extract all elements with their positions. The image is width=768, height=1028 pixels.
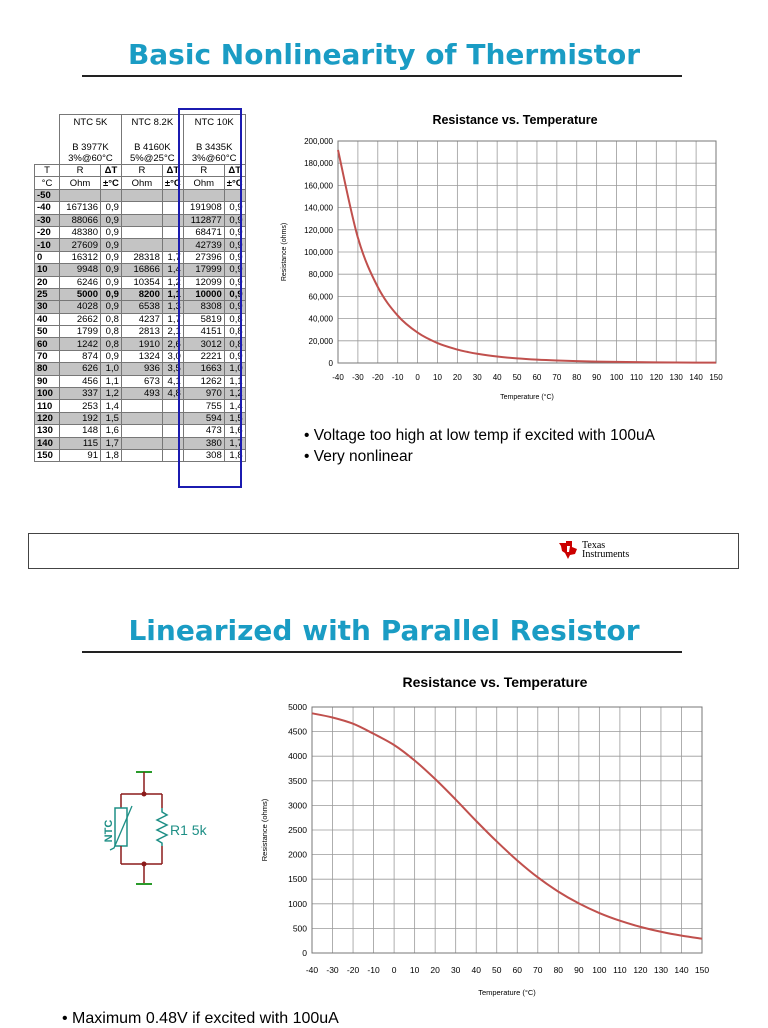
table-cell: 0,9	[101, 288, 122, 300]
ntc-label: NTC	[103, 819, 115, 843]
table-cell: 755	[183, 400, 224, 412]
table-cell: 6246	[60, 276, 101, 288]
group-tolerance: 3%@60°C	[191, 153, 237, 164]
slide1-bullets	[304, 425, 655, 467]
group-b-value: B 3435K	[195, 142, 233, 153]
table-cell: 0,9	[101, 301, 122, 313]
table-cell	[121, 239, 162, 251]
table-row	[35, 412, 246, 424]
table-cell: 1,4	[162, 264, 183, 276]
table-cell: 594	[183, 412, 224, 424]
y-axis-label: Resistance (ohms)	[281, 222, 288, 282]
table-cell: 0,8	[224, 313, 245, 325]
table-cell	[162, 239, 183, 251]
table-cell: 0,8	[224, 338, 245, 350]
ti-line1: Texas	[582, 540, 606, 551]
cell-temp: 80	[35, 363, 60, 375]
table-cell: 0,9	[101, 214, 122, 226]
table-cell: 48380	[60, 226, 101, 238]
table-row	[35, 363, 246, 375]
table-cell: 27609	[60, 239, 101, 251]
table-row	[35, 264, 246, 276]
table-cell	[162, 189, 183, 201]
group-tolerance: 3%@60°C	[68, 153, 113, 164]
table-cell	[162, 437, 183, 449]
table-cell: 192	[60, 412, 101, 424]
ti-line2: Instruments	[582, 549, 630, 560]
table-cell: 626	[60, 363, 101, 375]
table-cell: 0,9	[224, 276, 245, 288]
x-tick-label: 110	[613, 965, 627, 975]
table-row	[35, 350, 246, 362]
cell-temp: 140	[35, 437, 60, 449]
thermistor-table-wrap	[34, 114, 246, 462]
cell-temp: -40	[35, 202, 60, 214]
x-tick-label: 90	[592, 373, 602, 382]
col-r-unit: Ohm	[183, 177, 224, 189]
x-tick-label: 40	[492, 373, 502, 382]
table-cell: 4,8	[162, 388, 183, 400]
series-line	[312, 713, 702, 938]
table-row	[35, 313, 246, 325]
table-cell: 3,5	[162, 363, 183, 375]
table-cell: 0,9	[224, 239, 245, 251]
x-tick-label: -10	[367, 965, 380, 975]
table-cell	[183, 189, 224, 201]
x-tick-label: 110	[630, 373, 643, 382]
cell-temp: 50	[35, 326, 60, 338]
y-tick-label: 3500	[288, 775, 307, 786]
x-axis-label: Temperature (°C)	[500, 394, 554, 401]
table-row	[35, 375, 246, 387]
table-cell: 1324	[121, 350, 162, 362]
x-tick-label: 130	[669, 373, 683, 382]
table-cell	[224, 189, 245, 201]
footer-banner	[28, 533, 739, 569]
x-tick-label: -20	[346, 965, 360, 975]
table-cell: 2221	[183, 350, 224, 362]
x-tick-label: 50	[512, 373, 522, 382]
table-cell	[162, 214, 183, 226]
table-cell: 17999	[183, 264, 224, 276]
x-tick-label: -30	[326, 965, 339, 975]
table-cell: 1,8	[101, 449, 122, 461]
table-row	[35, 425, 246, 437]
y-tick-label: 0	[328, 359, 333, 368]
table-row	[35, 214, 246, 226]
x-tick-label: 80	[572, 373, 582, 382]
slide1-title: Basic Nonlinearity of Thermistor	[127, 38, 641, 71]
table-cell	[121, 214, 162, 226]
table-cell: 16866	[121, 264, 162, 276]
chart-resistance-vs-temp-2	[256, 668, 726, 1004]
table-cell: 4237	[121, 313, 162, 325]
col-t: T	[35, 165, 60, 177]
cell-temp: 40	[35, 313, 60, 325]
table-cell: 91	[60, 449, 101, 461]
cell-temp: 100	[35, 388, 60, 400]
table-cell: 1,5	[224, 412, 245, 424]
table-cell: 1,4	[101, 400, 122, 412]
table-cell: 4028	[60, 301, 101, 313]
x-tick-label: 140	[674, 965, 689, 975]
table-cell: 1,7	[101, 437, 122, 449]
table-cell: 8308	[183, 301, 224, 313]
table-cell: 0,9	[224, 288, 245, 300]
table-cell: 27396	[183, 251, 224, 263]
table-cell: 5000	[60, 288, 101, 300]
table-cell: 1,2	[162, 276, 183, 288]
table-cell: 1,7	[162, 313, 183, 325]
table-cell: 456	[60, 375, 101, 387]
x-tick-label: -20	[372, 373, 384, 382]
x-tick-label: 60	[512, 965, 522, 975]
table-cell	[121, 400, 162, 412]
table-cell: 9948	[60, 264, 101, 276]
table-cell: 1,8	[224, 449, 245, 461]
bullet-nonlinear: • Very nonlinear	[304, 448, 413, 465]
y-tick-label: 4500	[288, 726, 307, 737]
table-cell: 1,3	[162, 301, 183, 313]
table-cell: 1,4	[224, 400, 245, 412]
table-row	[35, 276, 246, 288]
table-cell: 3012	[183, 338, 224, 350]
cell-temp: 60	[35, 338, 60, 350]
y-tick-label: 20,000	[308, 336, 333, 346]
col-dt: ΔT	[162, 165, 183, 177]
x-tick-label: 30	[472, 373, 482, 382]
y-tick-label: 180,000	[304, 159, 333, 169]
cell-temp: 25	[35, 288, 60, 300]
group-name: NTC 8.2K	[131, 117, 174, 128]
y-axis-label: Resistance (ohms)	[260, 798, 269, 862]
table-col-header-row	[35, 165, 246, 177]
table-cell: 380	[183, 437, 224, 449]
group-name: NTC 5K	[73, 117, 108, 128]
group-tolerance: 5%@25°C	[130, 153, 175, 164]
table-cell: 1799	[60, 326, 101, 338]
col-r-unit: Ohm	[121, 177, 162, 189]
table-cell: 115	[60, 437, 101, 449]
table-cell: 0,9	[101, 226, 122, 238]
y-tick-label: 500	[292, 923, 307, 934]
x-tick-label: -10	[391, 373, 404, 382]
table-cell: 473	[183, 425, 224, 437]
x-tick-label: 60	[532, 373, 542, 382]
x-tick-label: -30	[352, 373, 364, 382]
thermistor-table	[34, 114, 246, 462]
table-cell: 4151	[183, 326, 224, 338]
table-cell: 1262	[183, 375, 224, 387]
table-cell: 5819	[183, 313, 224, 325]
col-r: R	[60, 165, 101, 177]
table-cell: 0,8	[101, 338, 122, 350]
table-cell: 337	[60, 388, 101, 400]
table-cell: 1,0	[101, 363, 122, 375]
y-tick-label: 4000	[288, 751, 307, 762]
x-tick-label: -40	[332, 373, 344, 382]
x-tick-label: 130	[653, 965, 669, 975]
y-tick-label: 80,000	[308, 270, 333, 280]
group-header-0	[60, 115, 122, 165]
table-cell: 308	[183, 449, 224, 461]
table-row	[35, 338, 246, 350]
table-cell: 8200	[121, 288, 162, 300]
table-row	[35, 437, 246, 449]
table-cell: 0,9	[101, 202, 122, 214]
table-cell: 0,9	[224, 226, 245, 238]
table-cell	[162, 400, 183, 412]
table-cell: 2,1	[162, 326, 183, 338]
cell-temp: 0	[35, 251, 60, 263]
col-r: R	[183, 165, 224, 177]
table-row	[35, 301, 246, 313]
table-cell: 1,2	[224, 388, 245, 400]
slide2-title: Linearized with Parallel Resistor	[128, 614, 640, 647]
table-cell	[60, 189, 101, 201]
table-cell: 0,9	[224, 301, 245, 313]
y-tick-label: 140,000	[304, 203, 333, 213]
cell-temp: 30	[35, 301, 60, 313]
table-cell: 148	[60, 425, 101, 437]
x-tick-label: 20	[430, 965, 440, 975]
y-tick-label: 160,000	[304, 181, 333, 191]
y-tick-label: 60,000	[308, 292, 333, 302]
table-cell: 0,8	[101, 326, 122, 338]
x-tick-label: 100	[592, 965, 607, 975]
table-cell: 1,5	[101, 412, 122, 424]
table-cell: 0,9	[224, 264, 245, 276]
table-cell: 2,6	[162, 338, 183, 350]
title-underline	[82, 75, 682, 77]
slide2-bullet: • Maximum 0.48V if excited with 100uA	[62, 1010, 339, 1027]
table-cell	[121, 425, 162, 437]
col-dt-unit: ±°C	[162, 177, 183, 189]
ti-logo	[557, 540, 629, 560]
x-tick-label: 80	[553, 965, 564, 975]
group-name: NTC 10K	[194, 117, 234, 128]
table-cell: 10354	[121, 276, 162, 288]
ti-wordmark	[582, 541, 629, 559]
cell-temp: 70	[35, 350, 60, 362]
table-unit-header-row	[35, 177, 246, 189]
table-cell: 112877	[183, 214, 224, 226]
x-tick-label: 0	[415, 373, 420, 382]
table-cell: 1663	[183, 363, 224, 375]
x-tick-label: 150	[709, 373, 723, 382]
table-cell: 0,9	[101, 276, 122, 288]
cell-temp: 90	[35, 375, 60, 387]
x-tick-label: 10	[433, 373, 442, 382]
chart-resistance-vs-temp-1	[278, 108, 728, 408]
table-cell: 493	[121, 388, 162, 400]
table-group-header-row	[35, 115, 246, 165]
table-cell	[121, 226, 162, 238]
table-row	[35, 189, 246, 201]
cell-temp: 130	[35, 425, 60, 437]
table-cell: 68471	[183, 226, 224, 238]
y-tick-label: 3000	[288, 800, 307, 811]
y-tick-label: 1500	[288, 874, 307, 885]
x-tick-label: 30	[450, 965, 461, 975]
table-row	[35, 202, 246, 214]
col-dt: ΔT	[224, 165, 245, 177]
col-dt-unit: ±°C	[224, 177, 245, 189]
table-cell: 1,1	[101, 375, 122, 387]
table-cell: 1910	[121, 338, 162, 350]
x-tick-label: 20	[452, 373, 462, 382]
table-cell	[162, 425, 183, 437]
cell-temp: -50	[35, 189, 60, 201]
table-cell	[121, 449, 162, 461]
col-r: R	[121, 165, 162, 177]
ti-state-icon	[557, 540, 579, 560]
col-r-unit: Ohm	[60, 177, 101, 189]
table-cell	[121, 202, 162, 214]
table-cell: 1,6	[101, 425, 122, 437]
y-tick-label: 200,000	[304, 137, 333, 146]
cell-temp: 110	[35, 400, 60, 412]
table-cell: 673	[121, 375, 162, 387]
y-tick-label: 2000	[288, 849, 307, 860]
group-b-value: B 3977K	[72, 142, 109, 153]
table-row	[35, 326, 246, 338]
x-tick-label: 50	[492, 965, 502, 975]
x-tick-label: 70	[533, 965, 543, 975]
table-row	[35, 288, 246, 300]
table-cell: 2662	[60, 313, 101, 325]
table-cell	[162, 412, 183, 424]
group-b-value: B 4160K	[134, 142, 171, 153]
x-tick-label: 120	[633, 965, 648, 975]
chart-title: Resistance vs. Temperature	[432, 113, 598, 127]
table-row	[35, 226, 246, 238]
y-tick-label: 5000	[288, 702, 307, 712]
y-tick-label: 100,000	[304, 248, 333, 257]
y-tick-label: 0	[302, 948, 307, 958]
x-tick-label: 140	[689, 373, 703, 382]
table-cell: 0,9	[224, 202, 245, 214]
table-cell: 0,8	[101, 313, 122, 325]
table-cell: 1,2	[101, 388, 122, 400]
table-cell: 28318	[121, 251, 162, 263]
y-tick-label: 1000	[288, 898, 307, 909]
col-dt-unit: ±°C	[101, 177, 122, 189]
table-cell	[121, 412, 162, 424]
table-cell: 16312	[60, 251, 101, 263]
bullet-voltage: • Voltage too high at low temp if excited with 100uA	[304, 427, 655, 444]
table-row	[35, 388, 246, 400]
table-cell	[121, 189, 162, 201]
table-cell	[162, 202, 183, 214]
table-corner	[35, 115, 60, 165]
group-header-2	[183, 115, 245, 165]
cell-temp: 10	[35, 264, 60, 276]
table-cell	[101, 189, 122, 201]
table-cell: 1242	[60, 338, 101, 350]
x-axis-label: Temperature (°C)	[478, 988, 536, 997]
cell-temp: 120	[35, 412, 60, 424]
y-tick-label: 120,000	[304, 225, 333, 235]
table-row	[35, 239, 246, 251]
x-tick-label: 40	[471, 965, 481, 975]
table-cell: 1,7	[162, 251, 183, 263]
resistor-r1-symbol	[157, 808, 167, 846]
cell-temp: -10	[35, 239, 60, 251]
table-cell	[162, 449, 183, 461]
table-cell	[162, 226, 183, 238]
table-cell: 6538	[121, 301, 162, 313]
table-cell: 3,0	[162, 350, 183, 362]
x-tick-label: -40	[305, 965, 319, 975]
table-cell: 253	[60, 400, 101, 412]
table-cell: 0,9	[224, 350, 245, 362]
parallel-resistor-schematic	[96, 768, 226, 893]
table-cell: 1,1	[224, 375, 245, 387]
table-row	[35, 400, 246, 412]
col-dt: ΔT	[101, 165, 122, 177]
r1-label: R1 5k	[170, 822, 207, 838]
y-tick-label: 2500	[288, 825, 307, 835]
table-cell: 874	[60, 350, 101, 362]
table-cell: 970	[183, 388, 224, 400]
table-cell: 1,7	[224, 437, 245, 449]
x-tick-label: 150	[694, 965, 710, 975]
table-cell: 1,0	[224, 363, 245, 375]
table-cell: 42739	[183, 239, 224, 251]
cell-temp: -20	[35, 226, 60, 238]
table-cell: 2813	[121, 326, 162, 338]
table-cell: 88066	[60, 214, 101, 226]
col-t-unit: °C	[35, 177, 60, 189]
table-row	[35, 449, 246, 461]
table-cell: 0,9	[101, 251, 122, 263]
table-cell: 4,1	[162, 375, 183, 387]
table-cell: 0,9	[101, 264, 122, 276]
table-cell: 0,9	[101, 239, 122, 251]
table-cell: 1,1	[162, 288, 183, 300]
group-header-1	[121, 115, 183, 165]
cell-temp: -30	[35, 214, 60, 226]
table-cell: 0,8	[224, 326, 245, 338]
chart-title: Resistance vs. Temperature	[402, 674, 588, 690]
table-cell: 0,9	[101, 350, 122, 362]
cell-temp: 150	[35, 449, 60, 461]
series-line	[338, 150, 716, 363]
table-row	[35, 251, 246, 263]
y-tick-label: 40,000	[308, 314, 333, 324]
table-cell: 936	[121, 363, 162, 375]
table-cell: 1,6	[224, 425, 245, 437]
x-tick-label: 0	[391, 965, 397, 975]
table-cell: 0,9	[224, 251, 245, 263]
x-tick-label: 70	[552, 373, 562, 382]
table-cell	[121, 437, 162, 449]
x-tick-label: 100	[609, 373, 624, 382]
table-cell: 12099	[183, 276, 224, 288]
table-cell: 167136	[60, 202, 101, 214]
title-underline-2	[82, 651, 682, 653]
x-tick-label: 10	[409, 965, 420, 975]
table-cell: 191908	[183, 202, 224, 214]
x-tick-label: 90	[574, 965, 584, 975]
x-tick-label: 120	[649, 373, 663, 382]
table-cell: 0,9	[224, 214, 245, 226]
table-cell: 10000	[183, 288, 224, 300]
cell-temp: 20	[35, 276, 60, 288]
